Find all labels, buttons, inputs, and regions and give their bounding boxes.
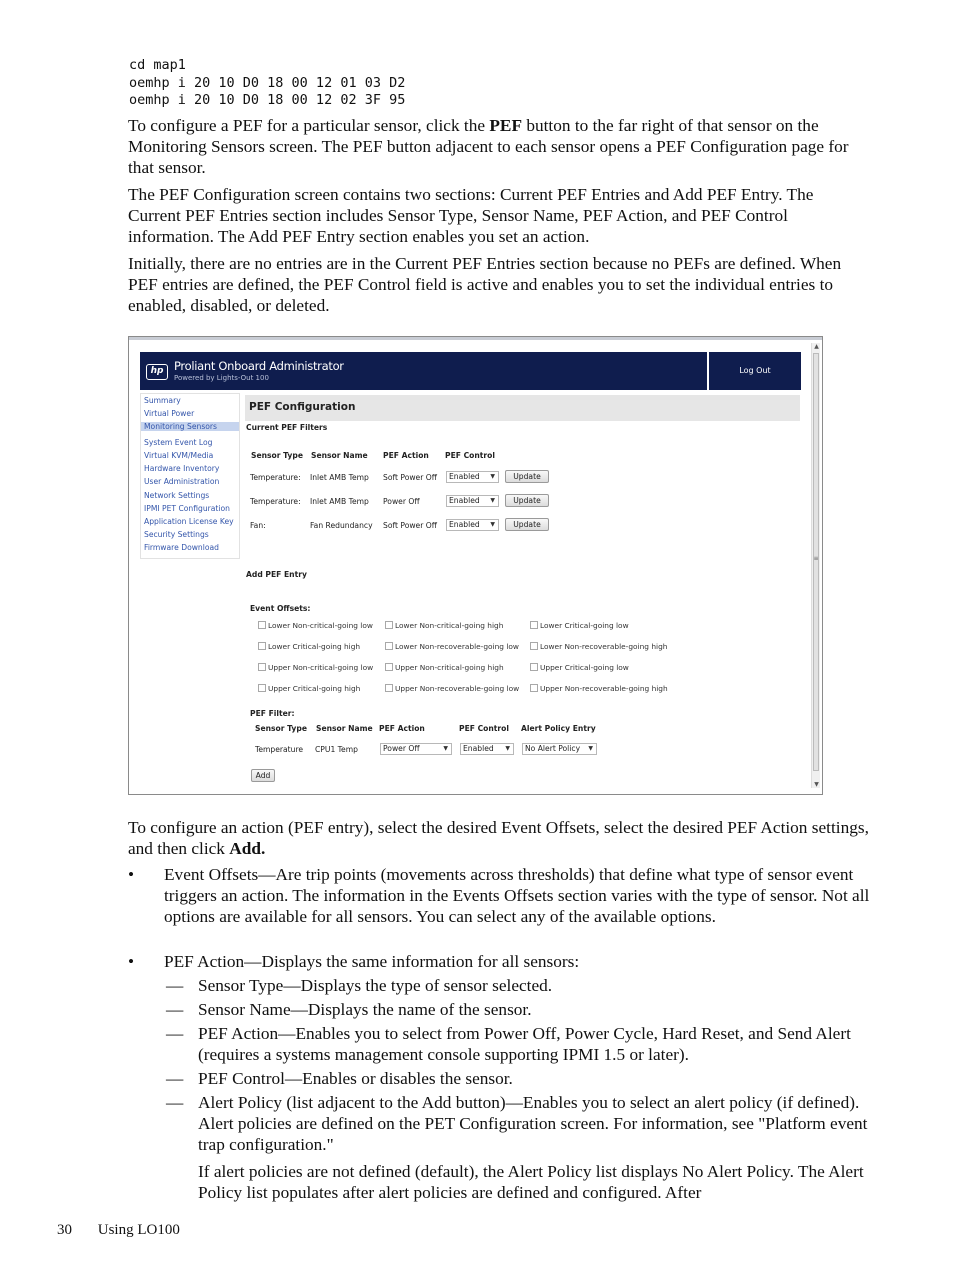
checkbox-icon xyxy=(258,642,266,650)
header-pef-control: PEF Control xyxy=(445,451,495,460)
page-footer xyxy=(57,1222,180,1239)
header-pef-action: PEF Action xyxy=(383,451,429,460)
dash-icon: — xyxy=(166,1000,184,1019)
offset-checkbox[interactable]: Lower Critical-going high xyxy=(258,642,360,651)
app-title: Proliant Onboard Administrator xyxy=(174,359,344,373)
bullet-icon: • xyxy=(128,952,135,971)
pef-filter-title: PEF Filter: xyxy=(250,709,295,718)
add-entry-title: Add PEF Entry xyxy=(246,570,307,579)
update-button[interactable]: Update xyxy=(505,518,549,531)
scroll-up-icon[interactable]: ▲ xyxy=(814,343,819,350)
row-pef-action: Soft Power Off xyxy=(383,473,437,482)
sidebar-item-summary[interactable]: Summary xyxy=(144,396,181,405)
checkbox-icon xyxy=(385,642,393,650)
checkbox-icon xyxy=(385,663,393,671)
sidebar-item-system-event-log[interactable]: System Event Log xyxy=(144,438,213,447)
app-subtitle: Powered by Lights-Out 100 xyxy=(174,374,269,382)
sidebar-item-application-license-key[interactable]: Application License Key xyxy=(144,517,234,526)
checkbox-icon xyxy=(258,684,266,692)
bullet-icon: • xyxy=(128,865,135,884)
code-line: oemhp i 20 10 D0 18 00 12 02 3F 95 xyxy=(129,92,406,108)
row-sensor-name: Inlet AMB Temp xyxy=(310,473,369,482)
checkbox-icon xyxy=(385,684,393,692)
alert-policy-select[interactable]: No Alert Policy ▼ xyxy=(522,743,597,755)
chevron-down-icon: ▼ xyxy=(505,745,510,752)
offset-checkbox[interactable]: Upper Critical-going low xyxy=(530,663,629,672)
row-sensor-name: Inlet AMB Temp xyxy=(310,497,369,506)
filter-header-sensor-type: Sensor Type xyxy=(255,724,307,733)
code-block xyxy=(129,57,405,110)
offset-checkbox[interactable]: Lower Non-recoverable-going low xyxy=(385,642,519,651)
paragraph-pef-initial: Initially, there are no entries are in the Current PEF Entries section because no PEFs are defined. When PEF entries are defined, the PEF Control field is active and enables you to set the individual entries to enabled, disabled, or deleted. xyxy=(128,254,842,315)
chevron-down-icon: ▼ xyxy=(490,473,495,480)
page-number: 30 xyxy=(57,1222,72,1238)
checkbox-icon xyxy=(530,684,538,692)
offset-checkbox[interactable]: Upper Non-recoverable-going low xyxy=(385,684,519,693)
dash-icon: — xyxy=(166,976,184,995)
pef-action-select[interactable]: Power Off ▼ xyxy=(380,743,452,755)
offset-checkbox[interactable]: Upper Non-recoverable-going high xyxy=(530,684,668,693)
footer-section: Using LO100 xyxy=(97,1222,180,1238)
offset-checkbox[interactable]: Lower Non-recoverable-going high xyxy=(530,642,667,651)
checkbox-icon xyxy=(530,642,538,650)
row-sensor-type: Fan: xyxy=(250,521,266,530)
sidebar-nav xyxy=(140,393,240,559)
sidebar-item-security-settings[interactable]: Security Settings xyxy=(144,530,209,539)
checkbox-icon xyxy=(258,663,266,671)
pef-control-select[interactable]: Enabled ▼ xyxy=(460,743,514,755)
chevron-down-icon: ▼ xyxy=(588,745,593,752)
paragraph-configure-action: To configure an action (PEF entry), select the desired Event Offsets, select the desired PEF Action settings, and then click Add. xyxy=(128,818,869,858)
add-button[interactable]: Add xyxy=(251,769,275,782)
checkbox-icon xyxy=(530,621,538,629)
checkbox-icon xyxy=(385,621,393,629)
paragraph-pef-intro: To configure a PEF for a particular sensor, click the PEF button to the far right of that sensor on the Monitoring Sensors screen. The PEF button adjacent to each sensor opens a PEF Configuration page for that sensor. xyxy=(128,116,849,177)
filter-sensor-type: Temperature xyxy=(255,745,304,754)
row-sensor-name: Fan Redundancy xyxy=(310,521,373,530)
sidebar-item-ipmi-pet-configuration[interactable]: IPMI PET Configuration xyxy=(144,504,230,513)
checkbox-icon xyxy=(258,621,266,629)
app-header xyxy=(140,352,707,390)
logout-button[interactable]: Log Out xyxy=(709,352,801,390)
offset-checkbox[interactable]: Upper Non-critical-going high xyxy=(385,663,504,672)
sidebar-item-firmware-download[interactable]: Firmware Download xyxy=(144,543,219,552)
code-line: cd map1 xyxy=(129,57,186,73)
hp-logo-icon: hp xyxy=(146,364,168,380)
row-sensor-type: Temperature: xyxy=(250,497,301,506)
offset-checkbox[interactable]: Upper Critical-going high xyxy=(258,684,360,693)
scroll-thumb[interactable] xyxy=(813,353,819,771)
pef-configuration-screenshot xyxy=(128,336,823,795)
header-sensor-type: Sensor Type xyxy=(251,451,303,460)
filter-header-alert-policy: Alert Policy Entry xyxy=(521,724,596,733)
vertical-scrollbar[interactable] xyxy=(811,343,820,788)
current-filters-title: Current PEF Filters xyxy=(246,423,328,432)
scroll-grip-icon: ≡ xyxy=(813,555,819,562)
paragraph-pef-sections: The PEF Configuration screen contains two sections: Current PEF Entries and Add PEF Entry. The Current PEF Entries section includes Sensor Type, Sensor Name, PEF Action, and PEF Control information. The Add PEF Entry section enables you set an action. xyxy=(128,185,814,246)
filter-header-pef-action: PEF Action xyxy=(379,724,425,733)
sidebar-item-user-administration[interactable]: User Administration xyxy=(144,477,220,486)
update-button[interactable]: Update xyxy=(505,470,549,483)
sidebar-item-virtual-power[interactable]: Virtual Power xyxy=(144,409,195,418)
update-button[interactable]: Update xyxy=(505,494,549,507)
filter-header-sensor-name: Sensor Name xyxy=(316,724,373,733)
pef-control-select[interactable]: Enabled ▼ xyxy=(446,471,499,483)
offset-checkbox[interactable]: Lower Non-critical-going low xyxy=(258,621,373,630)
event-offsets-title: Event Offsets: xyxy=(250,604,311,613)
dash-icon: — xyxy=(166,1093,184,1112)
offset-checkbox[interactable]: Lower Non-critical-going high xyxy=(385,621,503,630)
checkbox-icon xyxy=(530,663,538,671)
chevron-down-icon: ▼ xyxy=(443,745,448,752)
chevron-down-icon: ▼ xyxy=(490,497,495,504)
filter-header-pef-control: PEF Control xyxy=(459,724,509,733)
chevron-down-icon: ▼ xyxy=(490,521,495,528)
row-pef-action: Soft Power Off xyxy=(383,521,437,530)
header-sensor-name: Sensor Name xyxy=(311,451,368,460)
code-line: oemhp i 20 10 D0 18 00 12 01 03 D2 xyxy=(129,74,406,91)
sidebar-item-network-settings[interactable]: Network Settings xyxy=(144,491,210,500)
row-pef-action: Power Off xyxy=(383,497,420,506)
filter-sensor-name: CPU1 Temp xyxy=(315,745,358,754)
sidebar-item-virtual-kvm-media[interactable]: Virtual KVM/Media xyxy=(144,451,214,460)
page-title: PEF Configuration xyxy=(249,401,356,413)
sidebar-item-monitoring-sensors[interactable]: Monitoring Sensors xyxy=(141,422,239,431)
row-sensor-type: Temperature: xyxy=(250,473,301,482)
window-top-border xyxy=(129,337,822,340)
offset-checkbox[interactable]: Upper Non-critical-going low xyxy=(258,663,373,672)
offset-checkbox[interactable]: Lower Critical-going low xyxy=(530,621,629,630)
dash-icon: — xyxy=(166,1024,184,1043)
pef-control-select[interactable]: Enabled ▼ xyxy=(446,495,499,507)
scroll-down-icon[interactable]: ▼ xyxy=(814,781,819,788)
dash-icon: — xyxy=(166,1069,184,1088)
sidebar-item-hardware-inventory[interactable]: Hardware Inventory xyxy=(144,464,220,473)
pef-control-select[interactable]: Enabled ▼ xyxy=(446,519,499,531)
